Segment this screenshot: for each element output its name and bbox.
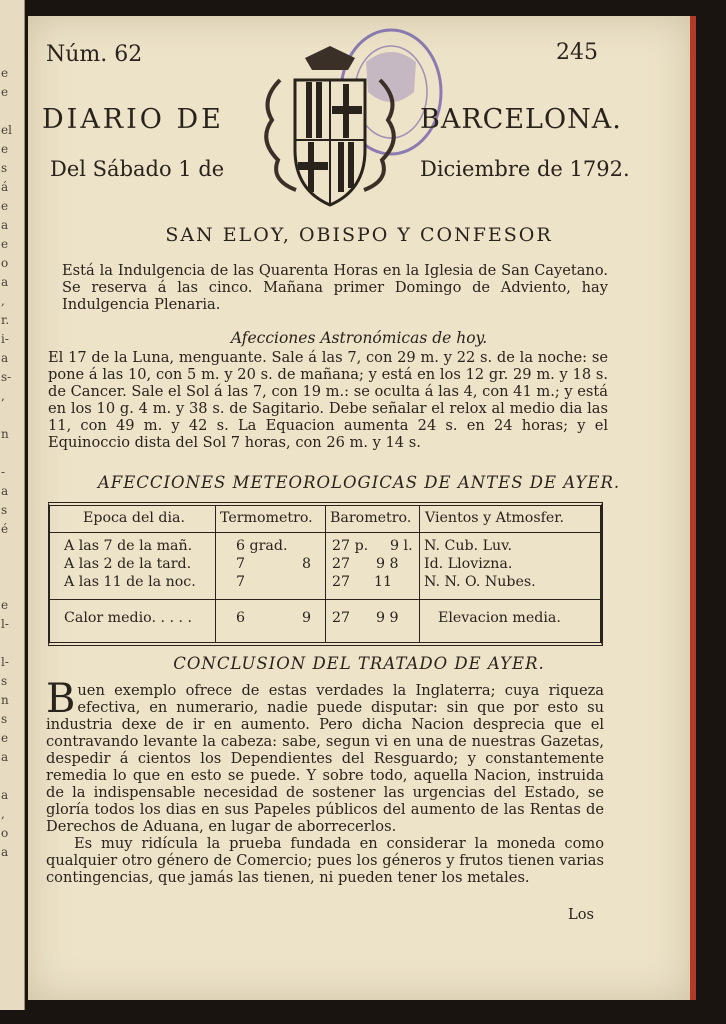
margin-letter: é bbox=[1, 522, 9, 536]
table-cell: 27 bbox=[332, 556, 351, 572]
barcelona-coat-of-arms bbox=[250, 40, 410, 210]
margin-letter: a bbox=[1, 484, 9, 498]
table-cell: 27 bbox=[332, 610, 351, 626]
margin-letter: s bbox=[1, 161, 8, 175]
margin-letter: e bbox=[1, 142, 9, 156]
table-cell: N. N. O. Nubes. bbox=[424, 574, 536, 590]
table-header: Termometro. bbox=[220, 510, 313, 526]
margin-letter: l- bbox=[1, 617, 9, 631]
margin-letter: o bbox=[1, 256, 9, 270]
margin-letter: a bbox=[1, 788, 9, 802]
margin-letter: s- bbox=[1, 370, 12, 384]
table-header: Barometro. bbox=[330, 510, 412, 526]
margin-letter: e bbox=[1, 237, 9, 251]
table-cell: A las 2 de la tard. bbox=[64, 556, 192, 572]
margin-letter: s bbox=[1, 712, 8, 726]
margin-letter: , bbox=[1, 389, 5, 403]
table-cell: 6 bbox=[236, 610, 246, 626]
margin-letter: l- bbox=[1, 655, 9, 669]
date-line-right: Diciembre de 1792. bbox=[420, 157, 630, 181]
indulgence-notice: Está la Indulgencia de las Quarenta Horas en la Iglesia de San Cayetano. Se reserva á las cinco. Mañana primer Domingo de Adviento, hay Indulgencia Plenaria. bbox=[62, 262, 608, 313]
margin-letter: , bbox=[1, 807, 5, 821]
table-header: Epoca del dia. bbox=[83, 510, 186, 526]
table-cell: 8 bbox=[302, 556, 312, 572]
margin-letter: a bbox=[1, 845, 9, 859]
table-cell: N. Cub. Luv. bbox=[424, 538, 513, 554]
margin-letter: e bbox=[1, 731, 9, 745]
table-cell: 9 9 bbox=[376, 610, 399, 626]
margin-letter: , bbox=[1, 294, 5, 308]
margin-letter: o bbox=[1, 826, 9, 840]
date-line-left: Del Sábado 1 de bbox=[50, 157, 225, 181]
table-cell: 27 p. bbox=[332, 538, 369, 554]
margin-letter: a bbox=[1, 351, 9, 365]
saint-of-the-day: SAN ELOY, OBISPO Y CONFESOR bbox=[165, 224, 553, 246]
table-cell: 11 bbox=[374, 574, 393, 590]
table-cell: Calor medio. . . . . bbox=[64, 610, 193, 626]
margin-letter: s bbox=[1, 503, 8, 517]
conclusion-heading: CONCLUSION DEL TRATADO DE AYER. bbox=[173, 654, 545, 673]
table-cell: A las 11 de la noc. bbox=[64, 574, 196, 590]
margin-letter: e bbox=[1, 199, 9, 213]
margin-letter: e bbox=[1, 66, 9, 80]
catchword: Los bbox=[568, 906, 594, 923]
conclusion-paragraph-2: Es muy ridícula la prueba fundada en considerar la moneda como qualquier otro género de Comercio; pues los géneros y frutos tienen varias contingencias, que jamás las tienen, ni pueden tener los metales. bbox=[46, 835, 604, 886]
margin-letter: - bbox=[1, 465, 6, 479]
newspaper-page bbox=[28, 16, 696, 1000]
issue-number: Núm. 62 bbox=[46, 42, 143, 67]
margin-letter: n bbox=[1, 693, 9, 707]
margin-letter: i- bbox=[1, 332, 9, 346]
conclusion-text bbox=[46, 676, 604, 886]
table-cell: A las 7 de la mañ. bbox=[64, 538, 193, 554]
margin-letter: a bbox=[1, 750, 9, 764]
margin-letter: n bbox=[1, 427, 9, 441]
margin-letter: e bbox=[1, 85, 9, 99]
table-header: Vientos y Atmosfer. bbox=[425, 510, 564, 526]
margin-letter: s bbox=[1, 674, 8, 688]
margin-letter: a bbox=[1, 218, 9, 232]
facing-page-edge bbox=[0, 0, 25, 1010]
table-cell: 9 l. bbox=[390, 538, 413, 554]
table-cell: 27 bbox=[332, 574, 351, 590]
page-number: 245 bbox=[556, 40, 598, 65]
meteorological-heading: AFECCIONES METEOROLOGICAS DE ANTES DE AYER. bbox=[97, 473, 621, 492]
masthead-title-left: DIARIO DE bbox=[42, 104, 224, 135]
weather-table bbox=[48, 502, 603, 646]
margin-letter: a bbox=[1, 275, 9, 289]
margin-letter: el bbox=[1, 123, 12, 137]
astronomical-text: El 17 de la Luna, menguante. Sale á las 7, con 29 m. y 22 s. de la noche: se pone á las 10, con 5 m. y 20 s. de mañana; y está en los 12 gr. 29 m. y 18 s. de Cancer. Sale el Sol á las 7, con 19 m.: se oculta á las 4, con 41 m.; y está en los 10 g. 4 m. y 38 s. de Sagitario. Debe señalar el relox al medio dia las 11, con 49 m. y 42 s. La Equacion aumenta 24 s. en 24 horas; y el Equinoccio dista del Sol 7 horas, con 26 m. y 14 s. bbox=[48, 349, 608, 451]
table-cell: 6 grad. bbox=[236, 538, 288, 554]
margin-letter: r. bbox=[1, 313, 10, 327]
table-cell: 9 8 bbox=[376, 556, 399, 572]
table-cell: 9 bbox=[302, 610, 312, 626]
conclusion-paragraph-1: uen exemplo ofrece de estas verdades la Inglaterra; cuya riqueza efectiva, en numerario, nadie puede disputar: sin que por esto su industria dexe de ir en aumento. Pero dicha Nacion desprecia que el contravando levante la cabeza: sabe, segun vi en una de nuestras Gazetas, despedir á cientos los Dependientes del Resguardo; y constantemente remedia lo que en esto se puede. Y sobre todo, aquella Nacion, instruida de la indispensable necesidad de sostener las urgencias del Estado, se gloría todos los dias en sus Papeles públicos del aumento de las Rentas de Derechos de Aduana, en lugar de aborrecerlos. bbox=[46, 682, 604, 835]
margin-letter: á bbox=[1, 180, 9, 194]
table-cell: 7 bbox=[236, 574, 246, 590]
table-cell: Id. Llovizna. bbox=[424, 556, 513, 572]
table-cell: Elevacion media. bbox=[438, 610, 561, 626]
margin-letter: e bbox=[1, 598, 9, 612]
masthead-title-right: BARCELONA. bbox=[420, 104, 622, 135]
drop-cap: B bbox=[46, 676, 76, 722]
astronomical-heading: Afecciones Astronómicas de hoy. bbox=[230, 329, 488, 347]
table-cell: 7 bbox=[236, 556, 246, 572]
